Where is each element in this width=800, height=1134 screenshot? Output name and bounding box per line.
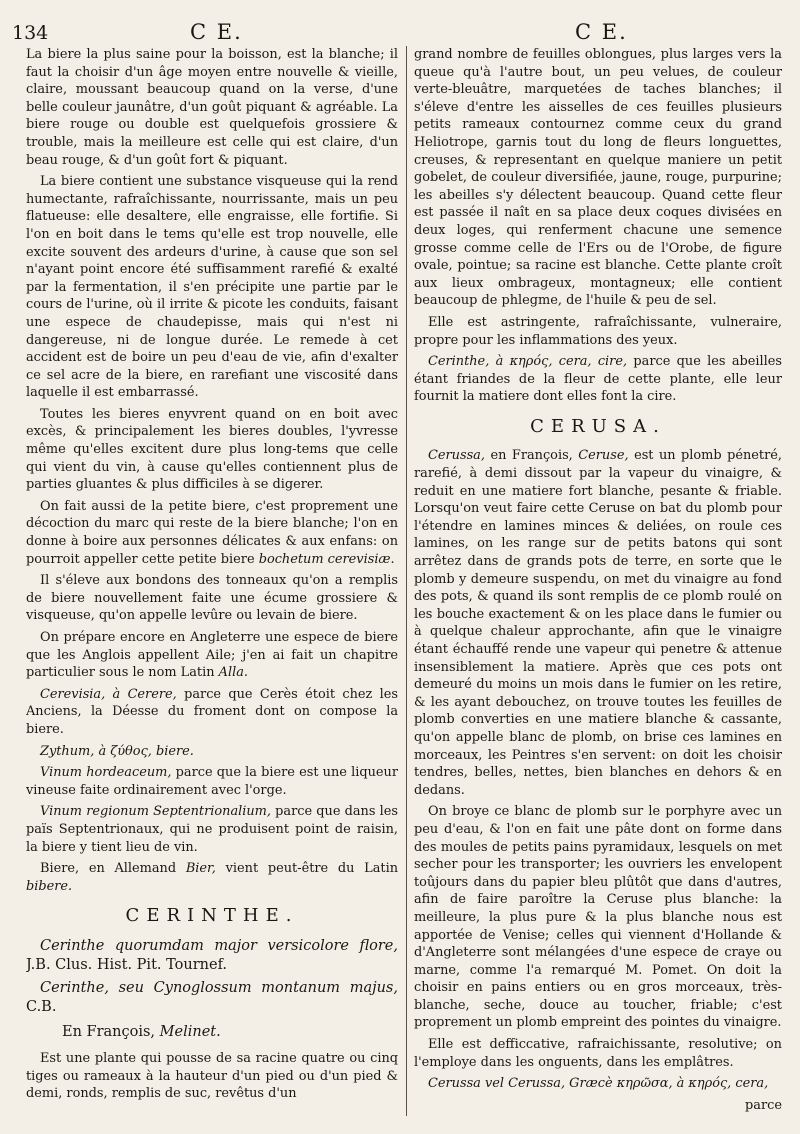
column-divider: [406, 46, 407, 1116]
paragraph: grand nombre de feuilles oblongues, plus larges vers la queue qu'à l'autre bout, un peu velues, de couleur verte-bleuâtre, marquetées de taches blanches; il s'éleve d'entre les aisselles de ces feuilles plusieurs petits rameaux contournez comme ceux du grand Heliotrope, garnis tout du long de fleurs longuettes, creuses, & representant en quelque maniere un petit gobelet, de couleur diversifiée, jaune, rouge, purpurine; les abeilles s'y délectent beaucoup. Quand cette fleur est passée il naît en sa place deux coques divisées en deux loges, qui renferment chacune une semence grosse comme celle de l'Ers ou de l'Orobe, de figure ovale, pointue; sa racine est blanche. Cette plante croît aux lieux ombrageux, montagneux; elle contient beaucoup de phlegme, de l'huile & peu de sel.: [414, 47, 782, 309]
latin-term: Melinet.: [159, 1023, 221, 1040]
latin-term: Cerinthe, à κηρός, cera, cire,: [428, 354, 628, 370]
latin-term: bibere.: [26, 878, 73, 894]
paragraph: Elle est defficcative, rafraichissante, resolutive; on l'employe dans les onguents, dans les emplâtres.: [414, 1037, 782, 1070]
text: est un plomb pénetré, rarefié, à demi dissout par la vapeur du vinaigre, & reduit en une matiere fort blanche, pesante & friable. Lorsqu'on veut faire cette Ceruse on bat du plomb pour l'étendre en lamines minces & deliées, on roule ces lamines, on les range sur de petits batons qui sont arrêtez dans de grands pots de terre, en sorte que le plomb y demeure suspendu, on met du vinaigre au fond des pots, & quand ils sont remplis de ce plomb roulé on les bouche exactement & on les place dans le fumier ou à quelque chaleur approchante, afin que le vinaigre étant échauffé rende une vapeur qui penetre & attenue insensiblement la matiere. Après que ces pots ont demeuré du moins un mois dans le fumier on les retire, & les ayant debouchez, on trouve toutes les feuilles de plomb converties en une matiere blanche & cassante, qu'on appelle blanc de plomb, on brise ces lamines en morceaux, les Peintres s'en servent: on doit les choisir tendres, belles, nettes, bien blanches en dehors & en dedans.: [414, 448, 782, 798]
paragraph: [414, 447, 782, 799]
paragraph: Toutes les bieres enyvrent quand on en boit avec excès, & principalement les bieres doubles, l'yvresse même qu'elles excitent dure plus long-tems que celle qui vient du vin, à cause qu'elles contiennent plus de parties gluantes & plus difficiles à se digerer.: [26, 406, 398, 493]
text: parce que la biere est une liqueur vineuse faite ordinairement avec l'orge.: [26, 765, 398, 798]
running-head-right: C E.: [575, 20, 628, 44]
paragraph: [414, 353, 782, 406]
left-column: [26, 46, 398, 1126]
latin-term: Cerevisia, à Cerere,: [40, 686, 177, 702]
synonym-line: [26, 937, 398, 975]
text: C.B.: [26, 998, 57, 1015]
paragraph: Il s'éleve aux bondons des tonneaux qu'on a remplis de biere nouvellement faite une écume grossiere & visqueuse, qu'on appelle levûre ou levain de biere.: [26, 573, 398, 624]
latin-term: Cerinthe, seu Cynoglossum montanum majus,: [40, 979, 398, 996]
synonym-line: [26, 1023, 398, 1042]
latin-term: Cerussa,: [428, 448, 485, 464]
synonym-line: [26, 979, 398, 1017]
paragraph: [26, 860, 398, 895]
text: vient peut-être du Latin: [225, 861, 398, 877]
text: Biere, en Allemand: [40, 861, 177, 877]
latin-term: Vinum hordeaceum,: [40, 765, 172, 781]
text: en François,: [490, 448, 573, 464]
paragraph: [414, 1075, 782, 1093]
text: parce que Cerès étoit chez les Anciens, la Déesse du froment dont on compose la biere.: [26, 686, 398, 737]
latin-term: bochetum cerevisiæ.: [258, 551, 395, 567]
catchword: parce: [745, 1097, 782, 1113]
page-header: [0, 20, 800, 46]
latin-term: Alla.: [218, 665, 248, 681]
latin-term: Vinum regionum Septentrionalium,: [40, 804, 272, 820]
section-heading-cerinthe: CERINTHE.: [125, 905, 299, 927]
text: En François,: [62, 1023, 156, 1040]
paragraph: Est une plante qui pousse de sa racine quatre ou cinq tiges ou rameaux à la hauteur d'un pied ou d'un pied & demi, ronds, remplis de suc, revêtus d'un: [26, 1050, 398, 1102]
page-number: 134: [12, 22, 49, 44]
paragraph: [26, 764, 398, 799]
running-head-left: C E.: [190, 20, 243, 44]
text: On fait aussi de la petite biere, c'est proprement une décoction du marc qui reste de la biere blanche; l'on en donne à boire aux personnes délicates & aux enfans: on pourroit appeller cette petite biere: [26, 498, 398, 567]
latin-term: Cerussa vel Cerussa, Græcè κηρῶσα, à κηρός, cera,: [428, 1076, 769, 1092]
right-column: [414, 46, 782, 1126]
paragraph: [26, 803, 398, 856]
latin-term: Bier,: [185, 861, 216, 877]
paragraph: [26, 498, 398, 568]
text: parce que les abeilles étant friandes de la fleur de cette plante, elle leur fournit la matiere dont elles font la cire.: [414, 354, 782, 405]
text: On prépare encore en Angleterre une espece de biere que les Anglois appellent Aile; j'en ai fait un chapitre particulier sous le nom Latin: [26, 630, 398, 681]
paragraph: On broye ce blanc de plomb sur le porphyre avec un peu d'eau, & l'on en fait une pâte dont on forme dans des moules de petits pains pyramidaux, lesquels on met secher pour les transporter; les ouvriers les envelopent toûjours dans du papier bleu plûtôt que dans d'autres, afin de faire paroître la Ceruse plus blanche: la meilleure, la plus pure & la plus blanche nous est apportée de Venise; celles qui viennent d'Hollande & d'Angleterre sont mélangées d'une espece de craye ou marne, comme l'a remarqué M. Pomet. On doit la choisir en pains entiers ou en gros morceaux, très-blanche, seche, douce au toucher, friable; c'est proprement un plomb empreint des pointes du vinaigre.: [414, 804, 782, 1031]
latin-term: Cerinthe quorumdam major versicolore flore,: [40, 937, 398, 954]
text: parce que dans les païs Septentrionaux, qui ne produisent point de raisin, la biere y tient lieu de vin.: [26, 804, 398, 855]
paragraph: Elle est astringente, rafraîchissante, vulneraire, propre pour les inflammations des yeux.: [414, 314, 782, 348]
text: J.B. Clus. Hist. Pit. Tournef.: [26, 956, 228, 973]
paragraph: [26, 629, 398, 682]
paragraph: La biere contient une substance visqueuse qui la rend humectante, rafraîchissante, nourrissante, mais un peu flatueuse: elle desaltere, elle engraisse, elle fortifie. Si l'on en boit dans le tems qu'elle est trop nouvelle, elle excite souvent des ardeurs d'urine, à cause que son sel n'ayant point encore été suffisamment rarefié & exalté par la fermentation, il s'en précipite une partie par le cours de l'urine, où il irrite & picote les conduits, faisant une espece de chaudepisse, mais qui n'est ni dangereuse, ni de longue durée. Le remede à cet accident est de boire un peu d'eau de vie, afin d'exalter ce sel acre de la biere, en rarefiant une viscosité dans laquelle il est embarrassé.: [26, 174, 398, 401]
section-heading-cerusa: CERUSA.: [530, 415, 666, 437]
latin-term: Ceruse,: [578, 448, 629, 464]
paragraph: La biere la plus saine pour la boisson, est la blanche; il faut la choisir d'un âge moyen entre nouvelle & vieille, claire, moussant beaucoup quand on la verse, d'une belle couleur jaunâtre, d'un goût piquant & agréable. La biere rouge ou double est quelquefois grossiere & trouble, mais la meilleure est celle qui est claire, d'un beau rouge, & d'un goût fort & piquant.: [26, 47, 398, 168]
paragraph: [26, 686, 398, 739]
paragraph: Zythum, à ζύθος, biere.: [40, 743, 194, 759]
